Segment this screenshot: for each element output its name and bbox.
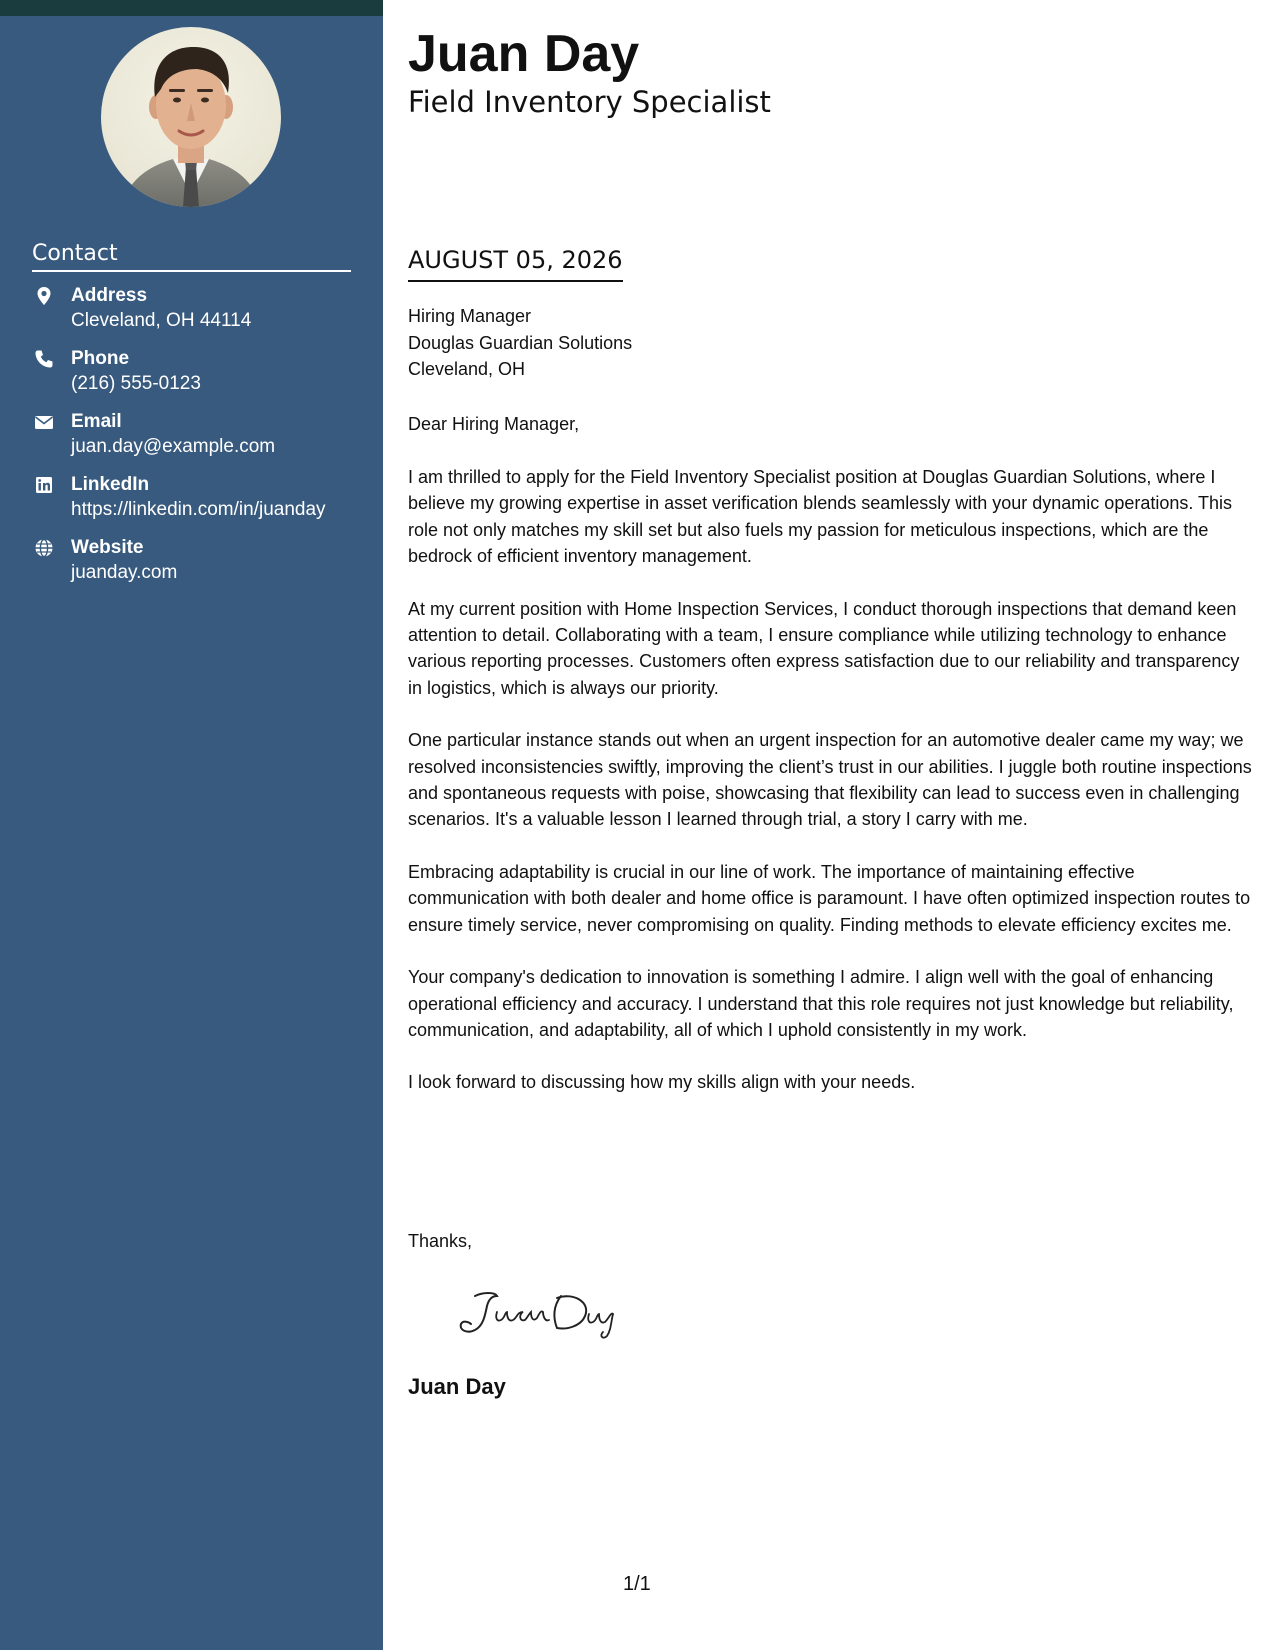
closing: Thanks, [408, 1231, 473, 1251]
address-value: Cleveland, OH 44114 [71, 310, 252, 331]
contact-label: LinkedIn [71, 474, 150, 495]
handwritten-signature [453, 1284, 633, 1344]
phone-value: (216) 555-0123 [71, 373, 201, 394]
map-pin-icon [34, 286, 54, 306]
body-paragraph: Your company's dedication to innovation is something I admire. I align well with the goal of enhancing operational efficiency and accuracy. I understand that this role requires not just knowledge but reliability, communication, and adaptability, all of which I uphold consistently in my work. [408, 967, 1234, 1040]
letter-body [408, 464, 1253, 1122]
contact-list [32, 284, 362, 599]
body-paragraph: Embracing adaptability is crucial in our line of work. The importance of maintaining effective communication with both dealer and home office is paramount. I have often optimized inspection routes to ensure timely service, never compromising on quality. Finding methods to elevate efficiency excites me. [408, 861, 1251, 935]
contact-item-phone [32, 347, 362, 410]
profile-photo [101, 27, 281, 207]
portrait-image [101, 27, 281, 207]
contact-item-email [32, 410, 362, 473]
salutation: Dear Hiring Manager, [408, 414, 580, 434]
phone-icon [34, 349, 54, 369]
recipient-line: Hiring Manager [408, 306, 532, 326]
website-link[interactable]: juanday.com [71, 562, 178, 583]
globe-icon [34, 538, 54, 558]
contact-label: Phone [71, 348, 130, 369]
contact-label: Website [71, 537, 144, 558]
contact-item-website [32, 536, 362, 599]
linkedin-link[interactable]: https://linkedin.com/in/juanday [71, 499, 326, 520]
applicant-name: Juan Day [408, 25, 640, 83]
letter-date: AUGUST 05, 2026 [408, 244, 623, 282]
sidebar-top-bar [0, 0, 383, 16]
contact-item-address [32, 284, 362, 347]
body-paragraph: I look forward to discussing how my skills align with your needs. [408, 1072, 916, 1093]
linkedin-icon [34, 475, 54, 495]
page-number: 1/1 [623, 1573, 651, 1595]
signer-name: Juan Day [408, 1374, 506, 1399]
envelope-icon [34, 412, 54, 432]
email-link[interactable]: juan.day@example.com [71, 436, 276, 457]
recipient-line: Douglas Guardian Solutions [408, 332, 633, 353]
recipient-line: Cleveland, OH [408, 359, 526, 379]
job-title: Field Inventory Specialist [408, 85, 771, 119]
body-paragraph: At my current position with Home Inspection Services, I conduct thorough inspections that demand keen attention to detail. Collaborating with a team, I ensure compliance while utilizing technology to enhance various reporting processes. Customers often express satisfaction due to our reliability and transparency in logistics, which is always our priority. [408, 598, 1240, 698]
contact-label: Email [71, 411, 122, 432]
sidebar [0, 0, 383, 1650]
contact-heading: Contact [32, 240, 351, 272]
body-paragraph: One particular instance stands out when an urgent inspection for an automotive dealer came my way; we resolved inconsistencies swiftly, improving the client’s trust in our abilities. I juggle both routine inspections and spontaneous requests with poise, showcasing that flexibility can lead to success even in challenging scenarios. It's a valuable lesson I learned through trial, a story I carry with me. [408, 730, 1252, 830]
contact-label: Address [71, 285, 148, 306]
recipient-block [408, 303, 632, 383]
contact-item-linkedin [32, 473, 362, 536]
body-paragraph: I am thrilled to apply for the Field Inventory Specialist position at Douglas Guardian Solutions, where I believe my growing expertise in asset verification blends seamlessly with your dynamic operations. This role not only matches my skill set but also fuels my passion for meticulous inspections, which are the bedrock of efficient inventory management. [408, 467, 1233, 567]
